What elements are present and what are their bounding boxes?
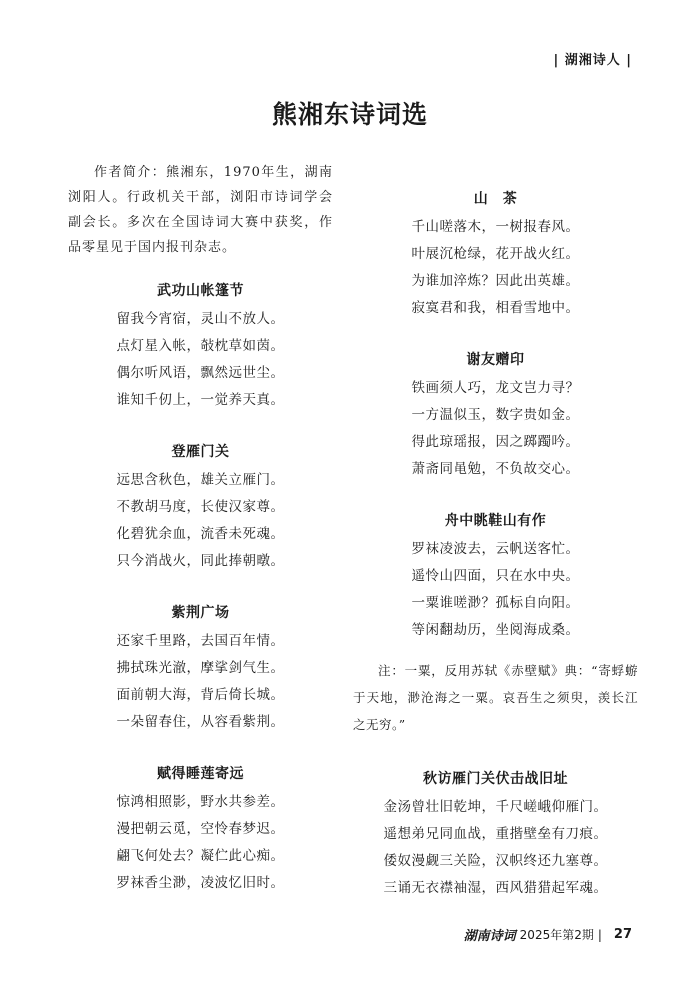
poem-line: 萧斋同黾勉，不负故交心。 xyxy=(411,461,580,477)
poem-line: 不教胡马度，长使汉家尊。 xyxy=(116,499,285,515)
poem-line: 叶展沉枪绿，花开战火红。 xyxy=(411,246,580,262)
poem-line: 一方温似玉，数字贵如金。 xyxy=(411,407,580,423)
poem-line: 谁知千仞上，一觉养天真。 xyxy=(116,392,285,408)
poem-title: 谢友赠印 xyxy=(466,352,525,368)
footer-separator: | xyxy=(597,927,602,942)
poem xyxy=(353,349,638,483)
left-poems xyxy=(68,280,333,897)
poem-line: 千山嗟落木，一树报春风。 xyxy=(411,219,580,235)
poem-line: 遥想弟兄同血战，重揩壁垒有刀痕。 xyxy=(383,826,608,842)
poem-line: 面前朝大海，背后倚长城。 xyxy=(116,687,285,703)
poem xyxy=(68,763,333,897)
poem-line: 一朵留春住，从容看紫荆。 xyxy=(116,714,285,730)
poem-title: 舟中眺鞋山有作 xyxy=(444,513,547,529)
poem-line: 等闲翻劫历，坐阅海成桑。 xyxy=(411,622,580,638)
poem xyxy=(68,441,333,575)
poem-line: 翩飞何处去？凝伫此心痴。 xyxy=(116,848,285,864)
magazine-logo: 湖南诗词 xyxy=(463,929,516,944)
right-poems xyxy=(353,188,638,644)
poem-line: 三诵无衣襟袖湿，西风猎猎起军魂。 xyxy=(383,880,608,896)
poem-title: 登雁门关 xyxy=(171,444,230,460)
poem-line: 遥怜山四面，只在水中央。 xyxy=(411,568,580,584)
poem-title: 武功山帐篷节 xyxy=(157,283,244,299)
poem xyxy=(353,768,638,902)
poem-line: 罗袜香尘渺，凌波忆旧时。 xyxy=(116,875,285,891)
poem-line: 化碧犹余血，流香未死魂。 xyxy=(116,526,285,542)
poem-note: 注：一粟，反用苏轼《赤壁赋》典：“寄蜉蝣于天地，渺沧海之一粟。哀吾生之须臾，羡长江之无穷。” xyxy=(353,663,638,732)
poem-line: 漫把朝云觅，空怜春梦迟。 xyxy=(116,821,285,837)
poem-line: 只今消战火，同此捧朝暾。 xyxy=(116,553,285,569)
issue-label: 2025年第2期 xyxy=(519,928,594,942)
poem-line: 远思含秋色，雄关立雁门。 xyxy=(116,472,285,488)
author-bio: 作者简介：熊湘东，1970年生，湖南浏阳人。行政机关干部，浏阳市诗词学会副会长。多次在全国诗词大赛中获奖，作品零星见于国内报刊杂志。 xyxy=(68,165,333,255)
poem-line: 惊鸿相照影，野水共参差。 xyxy=(116,794,285,810)
poem-line: 拂拭珠光澈，摩挲剑气生。 xyxy=(116,660,285,676)
poem-line: 铁画须人巧，龙文岂力寻？ xyxy=(411,380,580,396)
poem-line: 倭奴漫觑三关险，汉帜终还九塞尊。 xyxy=(383,853,608,869)
poem xyxy=(68,280,333,414)
poem-line: 罗袜凌波去，云帆送客忙。 xyxy=(411,541,580,557)
poem-title: 紫荆广场 xyxy=(171,605,230,621)
poem xyxy=(353,510,638,644)
poem-line: 得此琼瑶报，因之踯躅吟。 xyxy=(411,434,580,450)
poem-line: 金汤曾壮旧乾坤，千尺嵯峨仰雁门。 xyxy=(383,799,608,815)
footer xyxy=(464,925,632,944)
section-tag: | 湖湘诗人 | xyxy=(553,53,632,68)
poem-title: 山 茶 xyxy=(473,191,518,207)
left-column xyxy=(68,160,333,924)
poem xyxy=(68,602,333,736)
poem-title: 秋访雁门关伏击战旧址 xyxy=(423,771,568,787)
poem-line: 留我今宵宿，灵山不放人。 xyxy=(116,311,285,327)
poem-line: 寂寞君和我，相看雪地中。 xyxy=(411,300,580,316)
poem-line: 点灯星入帐，敧枕草如茵。 xyxy=(116,338,285,354)
page-title: 熊湘东诗词选 xyxy=(271,100,428,129)
page-number: 27 xyxy=(613,927,632,942)
poem-line: 一粟谁嗟渺？孤标自向阳。 xyxy=(411,595,580,611)
poem-title: 赋得睡莲寄远 xyxy=(157,766,244,782)
poem-line: 还家千里路，去国百年情。 xyxy=(116,633,285,649)
last-poem xyxy=(353,768,638,902)
poem-line: 偶尔听风语，飘然远世尘。 xyxy=(116,365,285,381)
poem-line: 为谁加淬炼？因此出英雄。 xyxy=(411,273,580,289)
poem xyxy=(353,188,638,322)
right-column xyxy=(353,188,638,929)
